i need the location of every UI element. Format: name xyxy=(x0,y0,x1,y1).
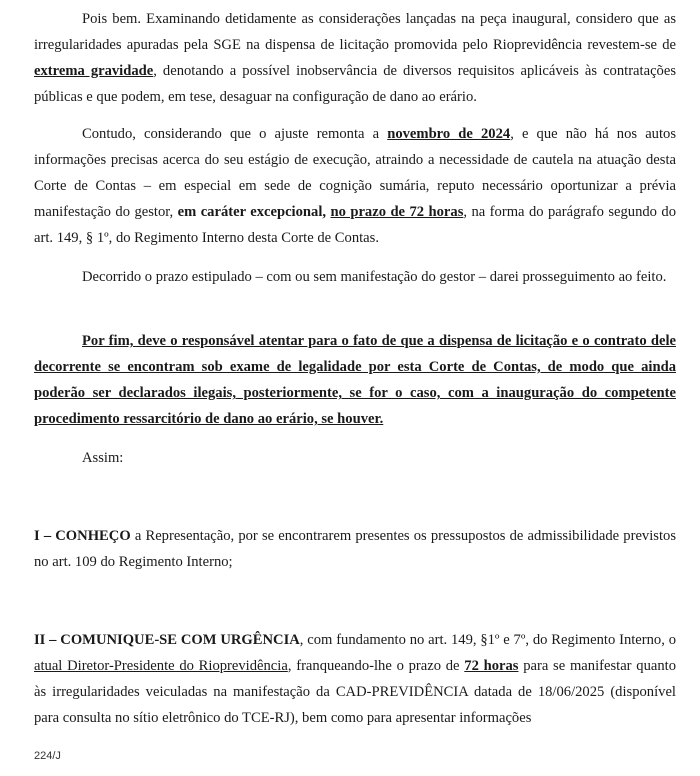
paragraph-3: Decorrido o prazo estipulado – com ou sem manifestação do gestor – darei prosseguimento ao feito. xyxy=(82,269,667,285)
paragraph-5: Assim: xyxy=(82,450,124,466)
item1-text: a Representação, por se encontrarem presentes os pressupostos de admissibilidade previstos no art. 109 do Regimento Interno; xyxy=(34,528,676,570)
decision-item-1 xyxy=(34,523,676,575)
p2-deadline: no prazo de 72 horas xyxy=(330,204,464,220)
item1-heading: I – CONHEÇO xyxy=(34,528,131,544)
item2-heading: II – COMUNIQUE-SE COM URGÊNCIA xyxy=(34,632,300,648)
p2-text: Contudo, considerando que o ajuste remonta a xyxy=(82,126,388,142)
item2-text-mid: , franqueando-lhe o prazo de xyxy=(287,658,465,674)
item2-addressee: atual Diretor-Presidente do Rioprevidência xyxy=(34,658,288,674)
paragraph-1 xyxy=(34,6,676,110)
p2-exceptional: em caráter excepcional xyxy=(177,204,323,220)
decision-item-2 xyxy=(34,627,676,731)
p2-text-end: , na forma do parágrafo segundo do art. 149, § 1º, do Regimento Interno desta Corte de Contas. xyxy=(34,204,677,246)
p1-emphasis: extrema gravidade xyxy=(34,63,154,79)
p2-comma: , xyxy=(322,204,331,220)
p2-date-emphasis: novembro de 2024 xyxy=(387,126,511,142)
page-footer-code: 224/J xyxy=(34,750,61,762)
item2-text-end: para se manifestar quanto às irregularidades veiculadas na manifestação da CAD-PREVIDÊNCIA datada de 18/06/2025 (disponível para consulta no sítio eletrônico do TCE-RJ), bem como para apresentar informações xyxy=(34,658,676,726)
p1-text: Pois bem. Examinando detidamente as considerações lançadas na peça inaugural, considero que as irregularidades apuradas pela SGE na dispensa de licitação promovida pelo Rioprevidência revestem-se de xyxy=(34,11,676,53)
p1-text-end: , denotando a possível inobservância de diversos requisitos aplicáveis às contratações públicas e que podem, em tese, desaguar na configuração de dano ao erário. xyxy=(34,63,677,105)
p2-text-mid: , e que não há nos autos informações precisas acerca do seu estágio de execução, atraindo a necessidade de cautela na atuação desta Corte de Contas – em especial em sede de cognição sumária, reputo necessário oportunizar a prévia manifestação do gestor, xyxy=(34,126,676,220)
item2-deadline: 72 horas xyxy=(464,658,519,674)
item2-text: , com fundamento no art. 149, §1º e 7º, do Regimento Interno, o xyxy=(299,632,676,648)
paragraph-4-warning: Por fim, deve o responsável atentar para o fato de que a dispensa de licitação e o contrato dele decorrente se encontram sob exame de legalidade por esta Corte de Contas, de modo que ainda poderão ser declarados ilegais, posteriormente, se for o caso, com a inauguração do competente procedimento ressarcitório de dano ao erário, se houver. xyxy=(34,333,676,427)
paragraph-2 xyxy=(34,121,676,251)
